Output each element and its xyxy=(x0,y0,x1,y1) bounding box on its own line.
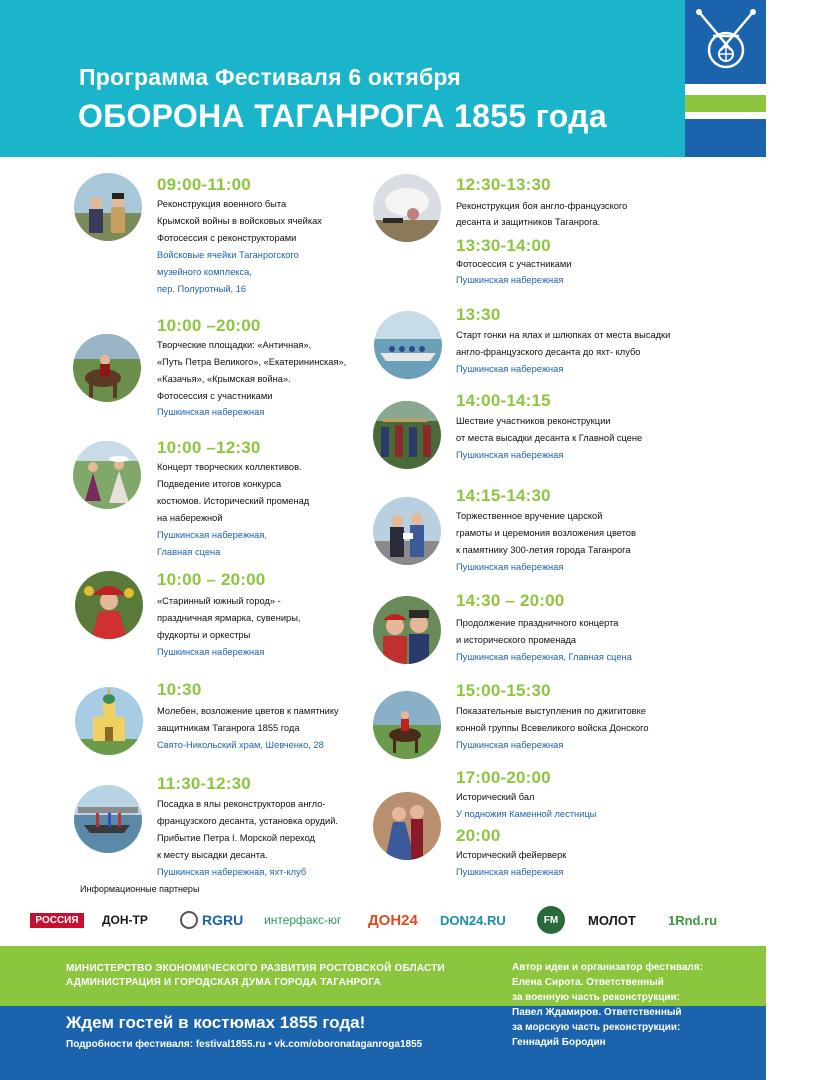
event-desc: Реконструкция военного быта xyxy=(157,199,287,209)
event-desc: конной группы Всевеликого войска Донского xyxy=(456,723,649,733)
credit-line: Геннадий Бородин xyxy=(512,1037,606,1048)
event-desc: костюмов. Исторический променад xyxy=(157,496,310,506)
event-location: Пушкинская набережная, xyxy=(157,530,267,540)
event-time: 11:30-12:30 xyxy=(157,774,251,793)
ministry-line: МИНИСТЕРСТВО ЭКОНОМИЧЕСКОГО РАЗВИТИЯ РОСТОВСКОЙ ОБЛАСТИ xyxy=(66,963,445,974)
partner-logo-don24: ДОН24 xyxy=(368,911,418,929)
festival-details-links: Подробности фестиваля: festival1855.ru • vk.com/oboronataganroga1855 xyxy=(66,1039,423,1050)
partner-logo-rgru: RGRU xyxy=(180,906,248,934)
event-time: 12:30-13:30 xyxy=(456,175,551,194)
partner-logo-1rnd: 1Rnd.ru xyxy=(668,912,718,928)
event-desc: Крымской войны в войсковых ячейках xyxy=(157,216,322,226)
event-desc: Фотосессия с участниками xyxy=(456,259,572,269)
event-desc: Концерт творческих коллективов. xyxy=(157,462,302,472)
event-time: 17:00-20:00 xyxy=(456,768,551,787)
event-desc: Показательные выступления по джигитовке xyxy=(456,706,646,716)
event-desc: Шествие участников реконструкции xyxy=(456,416,611,426)
event-desc: защитникам Таганрога 1855 года xyxy=(157,723,300,733)
event-time: 13:30-14:00 xyxy=(456,236,551,255)
partner-logo-don-tr: ДОН-ТР xyxy=(102,913,148,927)
event-desc: Исторический фейерверк xyxy=(456,850,567,860)
event-desc: и исторического променада xyxy=(456,635,577,645)
event-desc: Исторический бал xyxy=(456,792,535,802)
event-location: Пушкинская набережная xyxy=(456,364,564,374)
event-location: Пушкинская набережная xyxy=(456,275,564,285)
event-desc: к памятнику 300-летия города Таганрога xyxy=(456,545,631,555)
event-time: 14:00-14:15 xyxy=(456,391,551,410)
event-location: У подножия Каменной лестницы xyxy=(456,809,597,819)
event-photo-military-camp xyxy=(74,173,142,241)
partner-logo-molot: МОЛОТ xyxy=(588,912,636,928)
event-desc: десанта и защитников Таганрога. xyxy=(456,217,601,227)
event-title: ОБОРОНА ТАГАНРОГА 1855 года xyxy=(78,98,607,134)
event-time: 13:30 xyxy=(456,305,501,324)
event-location: Пушкинская набережная xyxy=(456,867,564,877)
event-desc: Реконструкция боя англо-французского xyxy=(456,201,628,211)
event-location: пер. Полуротный, 16 xyxy=(157,284,247,294)
partners-title: Информационные партнеры xyxy=(80,884,200,894)
partner-logo-don24-ru: DON24.RU xyxy=(440,912,506,928)
credit-line: Елена Сирота. Ответственный xyxy=(512,977,664,988)
festival-emblem-icon xyxy=(685,0,766,157)
event-photo-battle xyxy=(373,174,441,242)
event-time: 10:00 –20:00 xyxy=(157,316,261,335)
event-time: 10:00 –12:30 xyxy=(157,438,261,457)
event-location: Пушкинская набережная xyxy=(157,407,265,417)
event-time: 20:00 xyxy=(456,826,501,845)
event-photo-boats xyxy=(74,785,142,853)
event-location: Пушкинская набережная xyxy=(456,740,564,750)
event-desc: англо-французского десанта до яхт- клубо xyxy=(456,347,641,357)
administration-line: АДМИНИСТРАЦИЯ И ГОРОДСКАЯ ДУМА ГОРОДА ТАГАНРОГА xyxy=(66,977,381,988)
event-photo-ceremony xyxy=(373,497,441,565)
event-desc: на набережной xyxy=(157,513,223,523)
event-location: Пушкинская набережная xyxy=(456,562,564,572)
event-location: Главная сцена xyxy=(157,547,221,557)
event-photo-horse-riding xyxy=(373,691,441,759)
welcome-message: Ждем гостей в костюмах 1855 года! xyxy=(66,1013,366,1032)
event-photo-boat-race xyxy=(374,311,442,379)
event-location: Войсковые ячейки Таганрогского xyxy=(157,250,299,260)
event-photo-concert xyxy=(73,441,141,509)
event-desc: Продолжение праздничного концерта xyxy=(456,618,619,628)
event-time: 10:30 xyxy=(157,680,202,699)
event-desc: Творческие площадки: «Античная», xyxy=(157,340,312,350)
event-photo-concert-continued xyxy=(373,596,441,664)
event-desc: Молебен, возложение цветов к памятнику xyxy=(157,706,339,716)
event-desc: «Путь Петра Великого», «Екатерининская», xyxy=(157,357,347,367)
program-title: Программа Фестиваля 6 октября xyxy=(79,64,461,90)
event-time: 10:00 – 20:00 xyxy=(157,570,266,589)
event-desc: праздничная ярмарка, сувениры, xyxy=(157,613,301,623)
event-desc: французского десанта, установка орудий. xyxy=(157,816,338,826)
event-location: Свято-Никольский храм, Шевченко, 28 xyxy=(157,740,324,750)
event-desc: «Старинный южный город» - xyxy=(157,596,281,606)
event-desc: от места высадки десанта к Главной сцене xyxy=(456,433,643,443)
partner-logo-rossiya: РОССИЯ xyxy=(30,906,86,934)
event-photo-procession xyxy=(373,401,441,469)
event-photo-ball xyxy=(373,792,441,860)
partner-logo-interfax-yug: интерфакс-юг xyxy=(264,913,342,927)
event-photo-horse-rider xyxy=(73,334,141,402)
event-time: 14:15-14:30 xyxy=(456,486,551,505)
event-location: музейного комплекса, xyxy=(157,267,252,277)
event-desc: грамоты и церемония возложения цветов xyxy=(456,528,636,538)
credit-line: за морскую часть реконструкции: xyxy=(512,1022,681,1033)
poster-header xyxy=(0,0,766,157)
event-desc: Прибытие Петра I. Морской переход xyxy=(157,833,315,843)
event-desc: Старт гонки на ялах и шлюпках от места высадки xyxy=(456,330,671,340)
credit-line: за военную часть реконструкции: xyxy=(512,992,681,1003)
credit-line: Павел Ждамиров. Ответственный xyxy=(512,1007,682,1018)
event-time: 09:00-11:00 xyxy=(157,175,251,194)
event-photo-church xyxy=(75,687,143,755)
event-desc: Подведение итогов конкурса xyxy=(157,479,282,489)
event-desc: Торжественное вручение царской xyxy=(456,511,603,521)
event-time: 14:30 – 20:00 xyxy=(456,591,565,610)
credit-line: Автор идеи и организатор фестиваля: xyxy=(512,962,703,973)
event-desc: к месту высадки десанта. xyxy=(157,850,268,860)
event-time: 15:00-15:30 xyxy=(456,681,551,700)
event-desc: фудкорты и оркестры xyxy=(157,630,251,640)
event-desc: «Казачья», «Крымская война». xyxy=(157,374,291,384)
event-desc: Фотосессия с участниками xyxy=(157,391,273,401)
event-location: Пушкинская набережная, Главная сцена xyxy=(456,652,632,662)
event-location: Пушкинская набережная xyxy=(157,647,265,657)
event-location: Пушкинская набережная xyxy=(456,450,564,460)
partner-logo-fm: FM xyxy=(537,906,569,934)
event-desc: Посадка в ялы реконструкторов англо- xyxy=(157,799,326,809)
event-desc: Фотосессия с реконструкторами xyxy=(157,233,297,243)
event-location: Пушкинская набережная, яхт-клуб xyxy=(157,867,307,877)
event-photo-fair xyxy=(75,571,143,639)
